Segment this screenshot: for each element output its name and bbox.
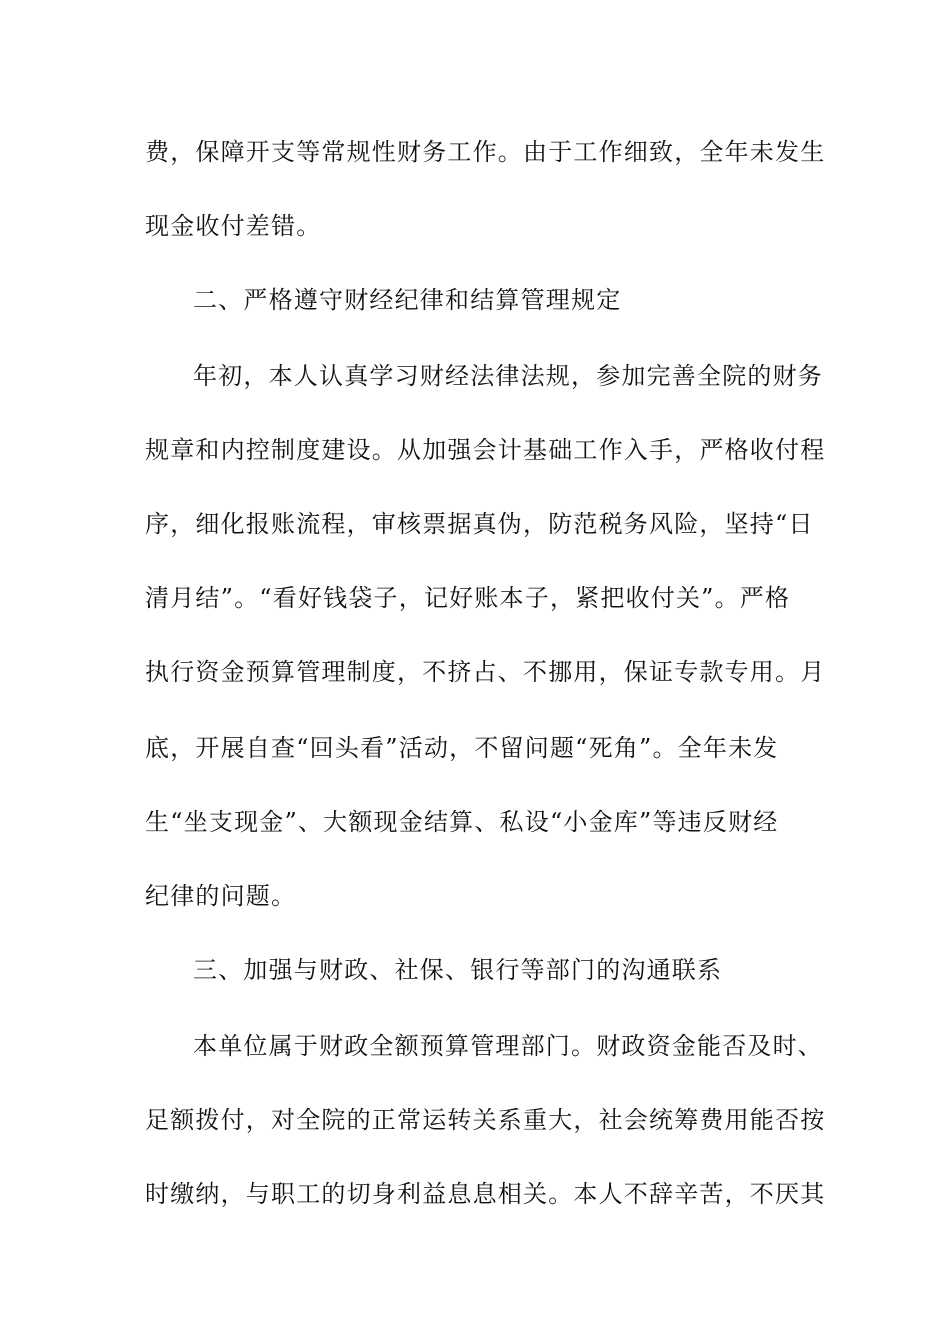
text-line: 本单位属于财政全额预算管理部门。财政资金能否及时、 — [193, 1032, 823, 1060]
section-heading: 三、加强与财政、社保、银行等部门的沟通联系 — [193, 956, 723, 984]
text-line: 纪律的问题。 — [145, 882, 297, 910]
text-line: 费，保障开支等常规性财务工作。由于工作细致，全年未发生 — [145, 138, 826, 166]
text-line: 序，细化报账流程，审核票据真伪，防范税务风险，坚持“日 — [145, 510, 814, 538]
text-line: 年初，本人认真学习财经法律法规，参加完善全院的财务 — [193, 362, 823, 390]
text-line: 足额拨付，对全院的正常运转关系重大，社会统筹费用能否按 — [145, 1106, 826, 1134]
text-line: 生“坐支现金”、大额现金结算、私设“小金库”等违反财经 — [145, 808, 779, 836]
text-line: 规章和内控制度建设。从加强会计基础工作入手，严格收付程 — [145, 436, 826, 464]
section-heading: 二、严格遵守财经纪律和结算管理规定 — [193, 286, 622, 314]
text-line: 时缴纳，与职工的切身利益息息相关。本人不辞辛苦，不厌其 — [145, 1180, 826, 1208]
text-line: 执行资金预算管理制度，不挤占、不挪用，保证专款专用。月 — [145, 658, 826, 686]
text-line: 清月结”。“看好钱袋子，记好账本子，紧把收付关”。严格 — [145, 584, 791, 612]
text-line: 现金收付差错。 — [145, 212, 322, 240]
text-line: 底，开展自查“回头看”活动，不留问题“死角”。全年未发 — [145, 734, 779, 762]
